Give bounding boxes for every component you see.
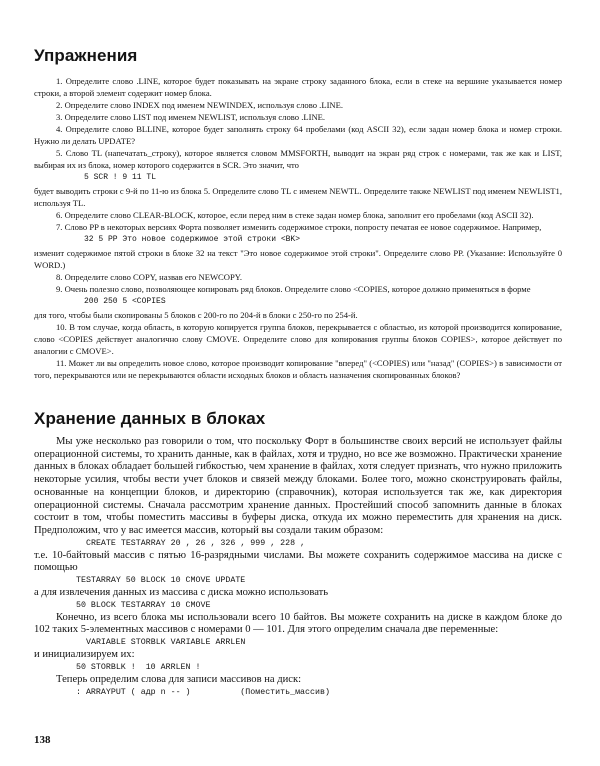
exercise-4: 4. Определите слово BLLINE, которое будет заполнять строку 64 пробелами (код ASCII 32), если задан номер блока и номер строки. Нужно ли делать UPDATE? [34, 124, 562, 146]
storage-paragraph-6: Теперь определим слова для записи массивов на диск: [56, 673, 302, 685]
exercise-8: 8. Определите слово COPY, назвав его NEWCOPY. [56, 272, 243, 282]
exercise-1: 1. Определите слово .LINE, которое будет показывать на экране строку заданного блока, если в стеке на вершине указывается номер строки, а второй элемент содержит номер блока. [34, 76, 562, 98]
exercise-5-code: 5 SCR ! 9 11 TL [84, 173, 157, 182]
exercise-5-continued: будет выводить строки с 9-й по 11-ю из блока 5. Определите слово TL с именем NEWTL. Определите также NEWLIST под именем NEWLIST1, используя TL. [34, 186, 562, 208]
storage-code-4: VARIABLE STORBLK VARIABLE ARRLEN [86, 638, 246, 648]
exercise-9-code: 200 250 5 <COPIES [84, 297, 166, 306]
exercise-6: 6. Определите слово CLEAR-BLOCK, которое, если перед ним в стеке задан номер блока, заполнит его пробелами (код ASCII 32). [56, 210, 534, 220]
storage-paragraph-3: а для извлечения данных из массива с диска можно использовать [34, 587, 329, 599]
storage-heading: Хранение данных в блоках [34, 409, 266, 428]
storage-code-6: : ARRAYPUT ( адр n -- ) (Поместить_массив) [76, 687, 330, 697]
exercise-10: 10. В том случае, когда область, в которую копируется группа блоков, перекрывается с областью, из которой производится копирование, слово <COPIES действует аналогично слову CMOVE. Определите слово для копирования группы блоков COPIES>, которое действует по аналогии с CMOVE>. [34, 322, 562, 356]
storage-code-5: 50 STORBLK ! 10 ARRLEN ! [76, 662, 201, 672]
storage-code-3: 50 BLOCK TESTARRAY 10 CMOVE [76, 600, 211, 610]
exercise-7-code: 32 5 PP Это новое содержимое этой строки <BK> [84, 235, 301, 244]
storage-paragraph-1: Мы уже несколько раз говорили о том, что поскольку Форт в большинстве своих версий не использует файлы операционной системы, то хранить данные, как в файлах, хотя и трудно, но все же возможно. Практически хранение данных в блоках обладает большей гибкостью, чем хранение в файлах, хотя следует признать, что нужно приложить некоторые усилия, чтобы вести учет блоков и связей между блоками. Более того, можно сконструировать файлы, основанные на концепции блоков, и директорию (справочник), которая используется так же, как директория операционной системы. Сначала рассмотрим хранение данных. Простейший способ запомнить данные в блоках состоит в том, чтобы поместить массивы в буферы диска, откуда их можно переместить для хранения на диск. Предположим, что у вас имеется массив, который вы создали таким образом: [34, 436, 563, 536]
storage-code-2: TESTARRAY 50 BLOCK 10 CMOVE UPDATE [76, 576, 246, 586]
exercise-7: 7. Слово PP в некоторых версиях Форта позволяет изменить содержимое строки, попросту печатая ее новое содержимое. Например, [56, 222, 542, 232]
storage-paragraph-5: и инициализируем их: [34, 649, 135, 661]
exercise-9: 9. Очень полезно слово, позволяющее копировать ряд блоков. Определите слово <COPIES, которое должно применяться в форме [56, 284, 531, 294]
exercise-3: 3. Определите слово LIST под именем NEWLIST, используя слово .LINE. [56, 112, 326, 122]
page-number: 138 [34, 734, 51, 746]
exercises-heading: Упражнения [34, 46, 138, 65]
storage-section [34, 436, 562, 699]
exercise-9-continued: для того, чтобы были скопированы 5 блоков с 200-го по 204-й в блоки с 250-го по 254-й. [34, 310, 358, 320]
exercises-list [34, 75, 562, 381]
exercise-7-continued: изменит содержимое пятой строки в блоке 32 на текст "Это новое содержимое этой строки". Определите слово PP. (Указание: Используйте 0 WORD.) [34, 248, 562, 270]
exercise-2: 2. Определите слово INDEX под именем NEWINDEX, используя слово .LINE. [56, 100, 344, 110]
storage-code-1: CREATE TESTARRAY 20 , 26 , 326 , 999 , 228 , [86, 538, 306, 548]
storage-paragraph-2: т.е. 10-байтовый массив с пятью 16-разрядными числами. Вы можете сохранить содержимое массива на диске с помощью [34, 549, 562, 574]
exercise-11: 11. Может ли вы определить новое слово, которое производит копирование "вперед" (<COPIES) или "назад" (COPIES>) в зависимости от того, перекрываются или не перекрываются области исходных блоков и область назначения скопированных блоков? [34, 358, 562, 380]
exercise-5: 5. Слово TL (напечатать_строку), которое является словом MMSFORTH, выводит на экран ряд строк с номерами, так же как и LIST, выбирая их из блока, номер которого содержится в SCR. Это значит, что [34, 148, 562, 170]
storage-paragraph-4: Конечно, из всего блока мы использовали всего 10 байтов. Вы можете сохранить на диске в каждом блоке до 102 таких 5-элементных массивов с номерами 0 — 101. Для этого определим сначала две переменные: [34, 611, 562, 636]
